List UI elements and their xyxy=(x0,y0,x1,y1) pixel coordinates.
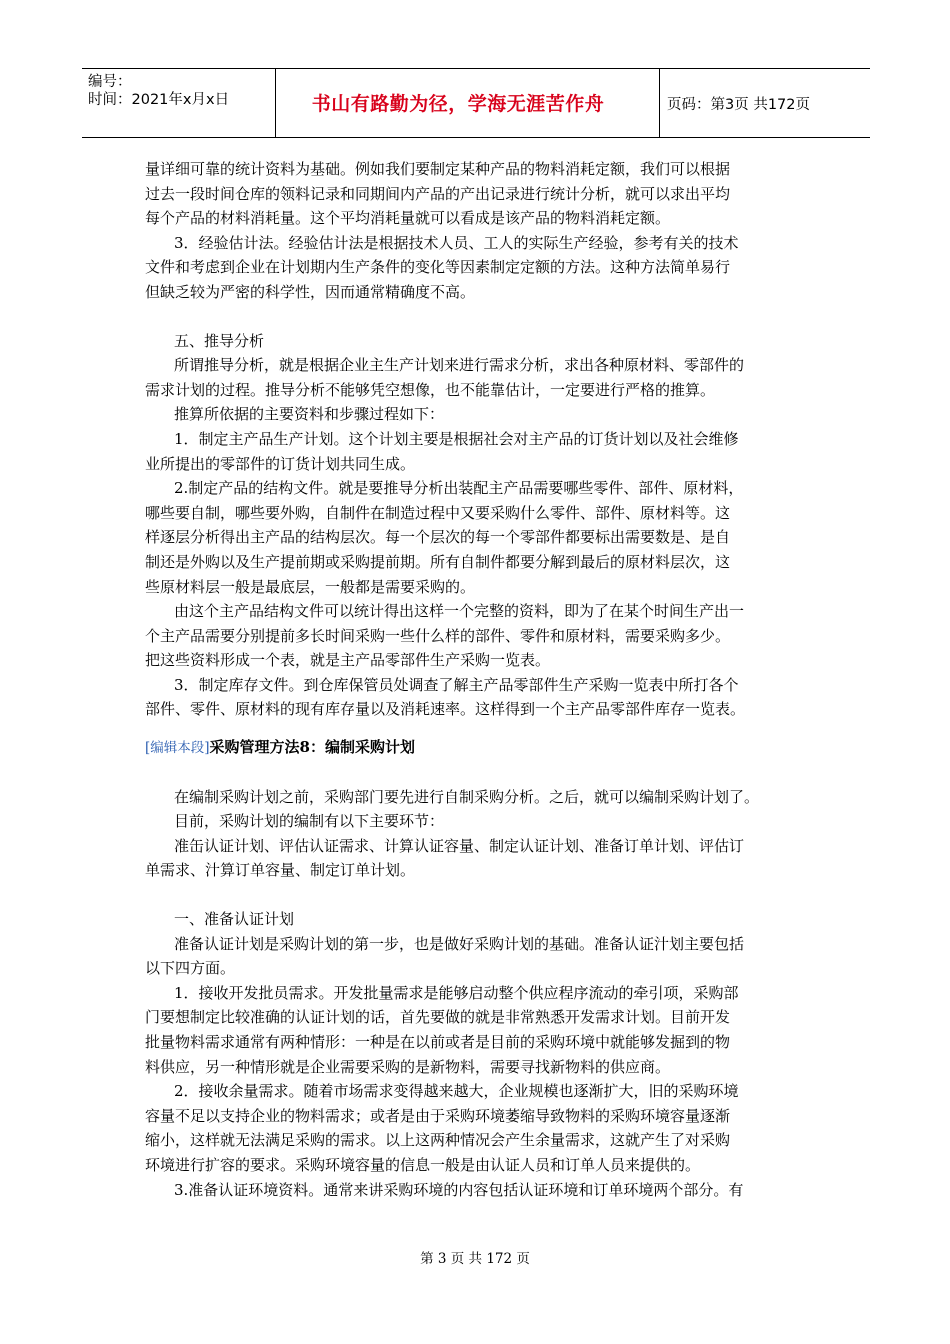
paragraph: 部件、零件、原材料的现有库存量以及消耗速率。这样得到一个主产品零部件库存一览表。 xyxy=(145,700,746,719)
header-motto: 书山有路勤为径，学海无涯苦作舟 xyxy=(311,93,605,115)
section-title: [编辑本段]采购管理方法8：编制采购计划 xyxy=(145,738,415,757)
paragraph: 推算所依据的主要资料和步骤过程如下： xyxy=(174,405,445,424)
paragraph: 2.制定产品的结构文件。就是要推导分析出装配主产品需要哪些零件、部件、原材料， xyxy=(174,479,744,498)
paragraph: 缩小，这样就无法满足采购的需求。以上这两种情况会产生余量需求，这就产生了对采购 xyxy=(145,1131,731,1150)
code-label: 编号： xyxy=(88,74,132,90)
header-meta xyxy=(88,73,268,109)
paragraph: 些原材料层一般是最底层，一般都是需要采购的。 xyxy=(145,577,476,596)
paragraph: 由这个主产品结构文件可以统计得出这样一个完整的资料，即为了在某个时间生产出一 xyxy=(174,602,745,621)
paragraph: 3．制定库存文件。到仓库保管员处调查了解主产品零部件生产采购一览表中所打各个 xyxy=(174,675,739,694)
paragraph: 单需求、汁算订单容量、制定订单计划。 xyxy=(145,861,416,880)
paragraph: 准缶认证计划、评估认证需求、计算认证容量、制定认证计划、准备订单计划、评估订 xyxy=(174,836,745,855)
paragraph: 制还是外购以及生产提前期或采购提前期。所有自制件都要分解到最后的原材料层次，这 xyxy=(145,552,731,571)
paragraph: 环境进行扩容的要求。采购环境容量的信息一般是由认证人员和订单人员来提供的。 xyxy=(145,1155,701,1174)
paragraph: 2．接收余量需求。随着市场需求变得越来越大，企业规模也逐渐扩大，旧的采购环境 xyxy=(174,1082,739,1101)
paragraph: 准备认证计划是采购计划的第一步，也是做好采购计划的基础。准备认证汁划主要包括 xyxy=(174,934,745,953)
section-heading: 一、准备认证计划 xyxy=(174,910,295,929)
header-divider xyxy=(659,69,660,137)
paragraph: 业所提出的零部件的订货计划共同生成。 xyxy=(145,454,416,473)
page-footer: 第 3 页 共 172 页 xyxy=(420,1251,530,1267)
paragraph: 1．制定主产品生产计划。这个计划主要是根据社会对主产品的订货计划以及社会维修 xyxy=(174,429,739,448)
header-page-number: 页码：第3页 共172页 xyxy=(667,97,811,113)
paragraph: 3.准备认证环境资料。通常来讲采购环境的内容包括认证环境和订单环境两个部分。有 xyxy=(174,1180,744,1199)
paragraph: 个主产品需要分别提前多长时间采购一些什么样的部件、零件和原材料，需要采购多少。 xyxy=(145,626,731,645)
paragraph: 把这些资料形成一个表，就是主产品零部件生产采购一览表。 xyxy=(145,651,551,670)
edit-section-link[interactable]: [编辑本段] xyxy=(145,740,210,757)
section-heading: 五、推导分析 xyxy=(174,331,265,350)
paragraph: 文件和考虑到企业在计划期内生产条件的变化等因素制定定额的方法。这种方法简单易行 但缺乏较为严密的科学性，因而通常精确度不高。 xyxy=(145,258,731,301)
paragraph: 哪些要自制，哪些要外购，自制件在制造过程中又要采购什么零件、部件、原材料等。这 xyxy=(145,503,731,522)
paragraph: 在编制采购计划之前，采购部门要先进行自制采购分析。之后，就可以编制采购计划了。 xyxy=(174,787,760,806)
paragraph: 目前，采购计划的编制有以下主要环节： xyxy=(174,812,445,831)
paragraph: 容量不足以支持企业的物料需求；或者是由于采购环境萎缩导致物料的采购环境容量逐渐 xyxy=(145,1106,731,1125)
paragraph: 以下四方面。 xyxy=(145,959,236,978)
paragraph: 门要想制定比较准确的认证计划的话，首先要做的就是非常熟悉开发需求计划。目前开发 xyxy=(145,1008,731,1027)
paragraph: 1．接收开发批员需求。开发批量需求是能够启动整个供应程序流动的牵引项，采购部 xyxy=(174,983,739,1002)
paragraph: 3．经验估计法。经验估计法是根据技术人员、工人的实际生产经验，参考有关的技术 xyxy=(174,233,739,252)
paragraph: 所谓推导分析，就是根据企业主生产计划来进行需求分析，求出各种原材料、零部件的 xyxy=(174,356,745,375)
paragraph: 需求计划的过程。推导分析不能够凭空想像，也不能靠估计，一定要进行严格的推算。 xyxy=(145,380,716,399)
paragraph: 量详细可靠的统计资料为基础。例如我们要制定某种产品的物料消耗定额，我们可以根据 过去一段时间仓库的领料记录和同期间内产品的产出记录进行统计分析，就可以求出平均 每个产品的材料消耗量。这个平均消耗量就可以看成是该产品的物料消耗定额。 xyxy=(145,160,731,228)
document-body xyxy=(145,157,817,1202)
page-header xyxy=(82,68,870,138)
paragraph: 批量物料需求通常有两种情形：一种是在以前或者是目前的采购环境中就能够发掘到的物 xyxy=(145,1033,731,1051)
date-label: 时间：2021年x月x日 xyxy=(88,92,230,108)
paragraph: 料供应，另一种情形就是企业需要采购的是新物料，需要寻找新物料的供应商。 xyxy=(145,1057,671,1076)
paragraph: 样逐层分析得出主产品的结构层次。每一个层次的每一个零部件都要标出需要数是、是自 xyxy=(145,528,731,547)
